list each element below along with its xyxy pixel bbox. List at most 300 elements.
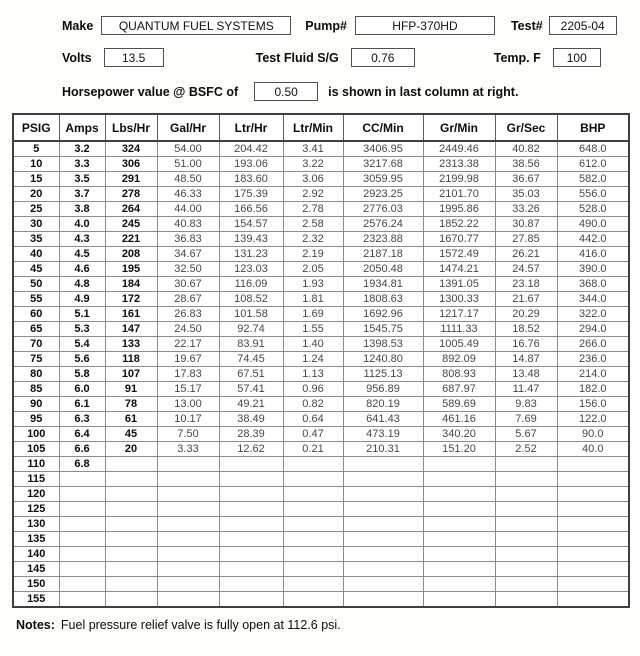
cell: 3.8	[59, 202, 105, 217]
cell	[59, 472, 105, 487]
cell	[219, 487, 283, 502]
cell: 5.1	[59, 307, 105, 322]
cell: 245	[105, 217, 157, 232]
cell: 344.0	[557, 292, 629, 307]
cell: 107	[105, 367, 157, 382]
cell: 30	[13, 217, 59, 232]
cell: 85	[13, 382, 59, 397]
cell	[343, 547, 423, 562]
cell: 28.39	[219, 427, 283, 442]
pump-field[interactable]	[355, 16, 495, 35]
cell: 3.7	[59, 187, 105, 202]
cell: 1125.13	[343, 367, 423, 382]
cell: 11.47	[495, 382, 557, 397]
column-header-bhp: BHP	[557, 114, 629, 141]
cell: 90.0	[557, 427, 629, 442]
cell: 16.76	[495, 337, 557, 352]
cell	[219, 517, 283, 532]
cell: 182.0	[557, 382, 629, 397]
cell: 10.17	[157, 412, 219, 427]
table-row	[13, 202, 629, 217]
make-field[interactable]	[101, 16, 291, 35]
table-row	[13, 382, 629, 397]
test-fluid-sg-field[interactable]	[351, 48, 415, 67]
cell: 78	[105, 397, 157, 412]
cell: 105	[13, 442, 59, 457]
cell: 3.22	[283, 157, 343, 172]
cell: 91	[105, 382, 157, 397]
cell: 45	[105, 427, 157, 442]
cell: 4.0	[59, 217, 105, 232]
table-row	[13, 502, 629, 517]
cell: 154.57	[219, 217, 283, 232]
cell: 2187.18	[343, 247, 423, 262]
cell	[157, 592, 219, 608]
cell: 1.55	[283, 322, 343, 337]
table-row	[13, 412, 629, 427]
cell: 23.18	[495, 277, 557, 292]
cell	[495, 502, 557, 517]
cell: 340.20	[423, 427, 495, 442]
cell	[105, 502, 157, 517]
cell: 2101.70	[423, 187, 495, 202]
cell	[219, 547, 283, 562]
table-row	[13, 592, 629, 608]
cell: 3.06	[283, 172, 343, 187]
cell: 34.67	[157, 247, 219, 262]
cell: 74.45	[219, 352, 283, 367]
cell: 12.62	[219, 442, 283, 457]
cell: 1934.81	[343, 277, 423, 292]
cell: 2313.38	[423, 157, 495, 172]
cell: 30.67	[157, 277, 219, 292]
cell	[343, 592, 423, 608]
cell: 204.42	[219, 141, 283, 157]
cell: 40.83	[157, 217, 219, 232]
table-row	[13, 322, 629, 337]
cell: 892.09	[423, 352, 495, 367]
cell: 38.56	[495, 157, 557, 172]
cell	[219, 577, 283, 592]
cell: 139.43	[219, 232, 283, 247]
cell: 1.81	[283, 292, 343, 307]
table-row	[13, 577, 629, 592]
cell: 6.6	[59, 442, 105, 457]
table-row	[13, 352, 629, 367]
cell: 1.13	[283, 367, 343, 382]
cell: 1852.22	[423, 217, 495, 232]
cell: 3.33	[157, 442, 219, 457]
cell: 20	[105, 442, 157, 457]
cell	[219, 457, 283, 472]
table-row	[13, 277, 629, 292]
cell: 101.58	[219, 307, 283, 322]
cell: 2.19	[283, 247, 343, 262]
cell: 3.2	[59, 141, 105, 157]
cell	[343, 472, 423, 487]
table-row	[13, 517, 629, 532]
cell: 294.0	[557, 322, 629, 337]
cell: 5.6	[59, 352, 105, 367]
cell: 26.83	[157, 307, 219, 322]
cell: 44.00	[157, 202, 219, 217]
cell: 18.52	[495, 322, 557, 337]
cell: 5.4	[59, 337, 105, 352]
cell: 50	[13, 277, 59, 292]
cell: 24.57	[495, 262, 557, 277]
cell	[423, 502, 495, 517]
cell	[283, 472, 343, 487]
cell: 195	[105, 262, 157, 277]
cell: 2776.03	[343, 202, 423, 217]
cell: 1670.77	[423, 232, 495, 247]
cell: 7.69	[495, 412, 557, 427]
cell: 556.0	[557, 187, 629, 202]
cell: 115	[13, 472, 59, 487]
cell	[423, 457, 495, 472]
make-label: Make	[62, 18, 94, 33]
cell: 15.17	[157, 382, 219, 397]
cell: 120	[13, 487, 59, 502]
table-row	[13, 547, 629, 562]
cell: 324	[105, 141, 157, 157]
cell: 35.03	[495, 187, 557, 202]
cell: 291	[105, 172, 157, 187]
cell: 20.29	[495, 307, 557, 322]
cell: 108.52	[219, 292, 283, 307]
volts-field[interactable]	[104, 48, 164, 67]
cell: 95	[13, 412, 59, 427]
cell	[557, 472, 629, 487]
table-row	[13, 337, 629, 352]
cell: 161	[105, 307, 157, 322]
cell	[557, 502, 629, 517]
cell: 38.49	[219, 412, 283, 427]
cell: 133	[105, 337, 157, 352]
cell	[283, 562, 343, 577]
cell: 2.92	[283, 187, 343, 202]
cell: 40.82	[495, 141, 557, 157]
cell	[219, 532, 283, 547]
cell: 40	[13, 247, 59, 262]
cell: 956.89	[343, 382, 423, 397]
cell	[157, 502, 219, 517]
cell	[59, 577, 105, 592]
cell: 4.6	[59, 262, 105, 277]
cell: 4.8	[59, 277, 105, 292]
test-number-field[interactable]	[549, 16, 617, 35]
cell: 48.50	[157, 172, 219, 187]
cell: 51.00	[157, 157, 219, 172]
table-row	[13, 157, 629, 172]
table-row	[13, 172, 629, 187]
cell: 1217.17	[423, 307, 495, 322]
column-header-grmin: Gr/Min	[423, 114, 495, 141]
cell	[59, 532, 105, 547]
cell: 390.0	[557, 262, 629, 277]
cell: 490.0	[557, 217, 629, 232]
cell: 6.1	[59, 397, 105, 412]
cell: 6.3	[59, 412, 105, 427]
cell: 0.47	[283, 427, 343, 442]
cell: 264	[105, 202, 157, 217]
cell: 0.64	[283, 412, 343, 427]
cell: 1572.49	[423, 247, 495, 262]
temp-label: Temp. F	[493, 50, 541, 65]
cell: 687.97	[423, 382, 495, 397]
cell: 208	[105, 247, 157, 262]
cell	[105, 472, 157, 487]
cell: 156.0	[557, 397, 629, 412]
cell: 20	[13, 187, 59, 202]
cell: 1005.49	[423, 337, 495, 352]
cell: 6.4	[59, 427, 105, 442]
cell: 26.21	[495, 247, 557, 262]
cell: 589.69	[423, 397, 495, 412]
cell	[495, 592, 557, 608]
cell: 131.23	[219, 247, 283, 262]
pump-label: Pump#	[305, 18, 347, 33]
cell: 140	[13, 547, 59, 562]
cell: 1995.86	[423, 202, 495, 217]
cell	[557, 532, 629, 547]
cell: 528.0	[557, 202, 629, 217]
column-header-lbshr: Lbs/Hr	[105, 114, 157, 141]
cell	[557, 457, 629, 472]
table-row	[13, 187, 629, 202]
cell: 5.67	[495, 427, 557, 442]
cell: 19.67	[157, 352, 219, 367]
cell: 49.21	[219, 397, 283, 412]
cell: 28.67	[157, 292, 219, 307]
cell: 151.20	[423, 442, 495, 457]
cell: 33.26	[495, 202, 557, 217]
cell	[557, 562, 629, 577]
cell	[343, 487, 423, 502]
table-row	[13, 427, 629, 442]
cell	[219, 592, 283, 608]
cell: 2.32	[283, 232, 343, 247]
cell: 55	[13, 292, 59, 307]
cell	[59, 547, 105, 562]
cell: 5.3	[59, 322, 105, 337]
form-row-bsfc	[62, 82, 628, 101]
form-row-conditions	[62, 48, 628, 67]
cell: 3217.68	[343, 157, 423, 172]
table-body	[13, 141, 629, 607]
cell: 54.00	[157, 141, 219, 157]
cell: 17.83	[157, 367, 219, 382]
cell: 1391.05	[423, 277, 495, 292]
cell	[157, 577, 219, 592]
cell: 6.0	[59, 382, 105, 397]
cell	[283, 517, 343, 532]
table-row	[13, 562, 629, 577]
cell	[423, 577, 495, 592]
cell: 92.74	[219, 322, 283, 337]
cell	[343, 577, 423, 592]
cell: 57.41	[219, 382, 283, 397]
table-row	[13, 247, 629, 262]
volts-label: Volts	[62, 50, 92, 65]
cell: 67.51	[219, 367, 283, 382]
cell: 641.43	[343, 412, 423, 427]
cell: 820.19	[343, 397, 423, 412]
cell: 322.0	[557, 307, 629, 322]
cell: 150	[13, 577, 59, 592]
cell	[495, 562, 557, 577]
cell: 1398.53	[343, 337, 423, 352]
cell: 3.41	[283, 141, 343, 157]
cell: 122.0	[557, 412, 629, 427]
table-row	[13, 442, 629, 457]
cell	[283, 577, 343, 592]
cell	[557, 577, 629, 592]
cell	[495, 547, 557, 562]
data-table	[12, 113, 630, 608]
cell: 183.60	[219, 172, 283, 187]
cell: 70	[13, 337, 59, 352]
bsfc-field[interactable]	[254, 82, 318, 101]
cell: 582.0	[557, 172, 629, 187]
cell: 36.67	[495, 172, 557, 187]
cell	[283, 592, 343, 608]
cell: 40.0	[557, 442, 629, 457]
table-row	[13, 472, 629, 487]
cell: 21.67	[495, 292, 557, 307]
cell: 3.5	[59, 172, 105, 187]
cell: 7.50	[157, 427, 219, 442]
cell: 3.3	[59, 157, 105, 172]
column-header-ltrhr: Ltr/Hr	[219, 114, 283, 141]
column-header-ccmin: CC/Min	[343, 114, 423, 141]
bsfc-suffix-label: is shown in last column at right.	[328, 84, 519, 99]
cell: 46.33	[157, 187, 219, 202]
cell	[105, 532, 157, 547]
cell: 648.0	[557, 141, 629, 157]
cell: 14.87	[495, 352, 557, 367]
cell: 166.56	[219, 202, 283, 217]
cell: 22.17	[157, 337, 219, 352]
cell	[557, 547, 629, 562]
cell: 2449.46	[423, 141, 495, 157]
table-row	[13, 457, 629, 472]
cell: 3059.95	[343, 172, 423, 187]
cell: 236.0	[557, 352, 629, 367]
cell: 1545.75	[343, 322, 423, 337]
cell	[59, 487, 105, 502]
cell: 125	[13, 502, 59, 517]
cell	[423, 562, 495, 577]
cell	[495, 472, 557, 487]
cell	[105, 547, 157, 562]
cell: 30.87	[495, 217, 557, 232]
table-row	[13, 262, 629, 277]
cell: 2050.48	[343, 262, 423, 277]
bsfc-label: Horsepower value @ BSFC of	[62, 84, 239, 99]
cell: 13.00	[157, 397, 219, 412]
cell: 612.0	[557, 157, 629, 172]
cell: 145	[13, 562, 59, 577]
cell: 1692.96	[343, 307, 423, 322]
cell	[219, 472, 283, 487]
cell: 175.39	[219, 187, 283, 202]
cell: 210.31	[343, 442, 423, 457]
cell: 4.9	[59, 292, 105, 307]
cell: 10	[13, 157, 59, 172]
cell: 193.06	[219, 157, 283, 172]
cell: 4.5	[59, 247, 105, 262]
cell: 0.82	[283, 397, 343, 412]
temp-field[interactable]	[553, 48, 601, 67]
cell	[343, 457, 423, 472]
cell	[423, 487, 495, 502]
cell	[283, 532, 343, 547]
cell: 5	[13, 141, 59, 157]
table-row	[13, 232, 629, 247]
cell	[343, 502, 423, 517]
form-row-identity	[62, 16, 628, 35]
cell: 6.8	[59, 457, 105, 472]
cell: 61	[105, 412, 157, 427]
cell	[283, 547, 343, 562]
cell	[495, 487, 557, 502]
cell	[283, 487, 343, 502]
cell: 4.3	[59, 232, 105, 247]
cell	[557, 592, 629, 608]
cell: 0.96	[283, 382, 343, 397]
cell	[105, 517, 157, 532]
cell: 45	[13, 262, 59, 277]
cell: 110	[13, 457, 59, 472]
table-row	[13, 487, 629, 502]
cell	[423, 592, 495, 608]
column-header-ltrmin: Ltr/Min	[283, 114, 343, 141]
cell	[495, 532, 557, 547]
table-row	[13, 307, 629, 322]
cell	[157, 562, 219, 577]
cell: 13.48	[495, 367, 557, 382]
cell: 416.0	[557, 247, 629, 262]
cell: 2576.24	[343, 217, 423, 232]
cell: 90	[13, 397, 59, 412]
table-row	[13, 532, 629, 547]
cell	[423, 547, 495, 562]
table-row	[13, 397, 629, 412]
cell: 147	[105, 322, 157, 337]
column-header-psig: PSIG	[13, 114, 59, 141]
cell: 2.52	[495, 442, 557, 457]
cell	[105, 592, 157, 608]
cell	[59, 592, 105, 608]
cell: 80	[13, 367, 59, 382]
cell: 118	[105, 352, 157, 367]
cell: 1240.80	[343, 352, 423, 367]
cell: 5.8	[59, 367, 105, 382]
cell: 442.0	[557, 232, 629, 247]
cell	[157, 547, 219, 562]
cell: 172	[105, 292, 157, 307]
cell: 60	[13, 307, 59, 322]
cell	[219, 562, 283, 577]
cell: 25	[13, 202, 59, 217]
cell	[157, 532, 219, 547]
cell	[423, 532, 495, 547]
cell: 306	[105, 157, 157, 172]
cell	[157, 517, 219, 532]
cell	[283, 502, 343, 517]
cell	[157, 487, 219, 502]
